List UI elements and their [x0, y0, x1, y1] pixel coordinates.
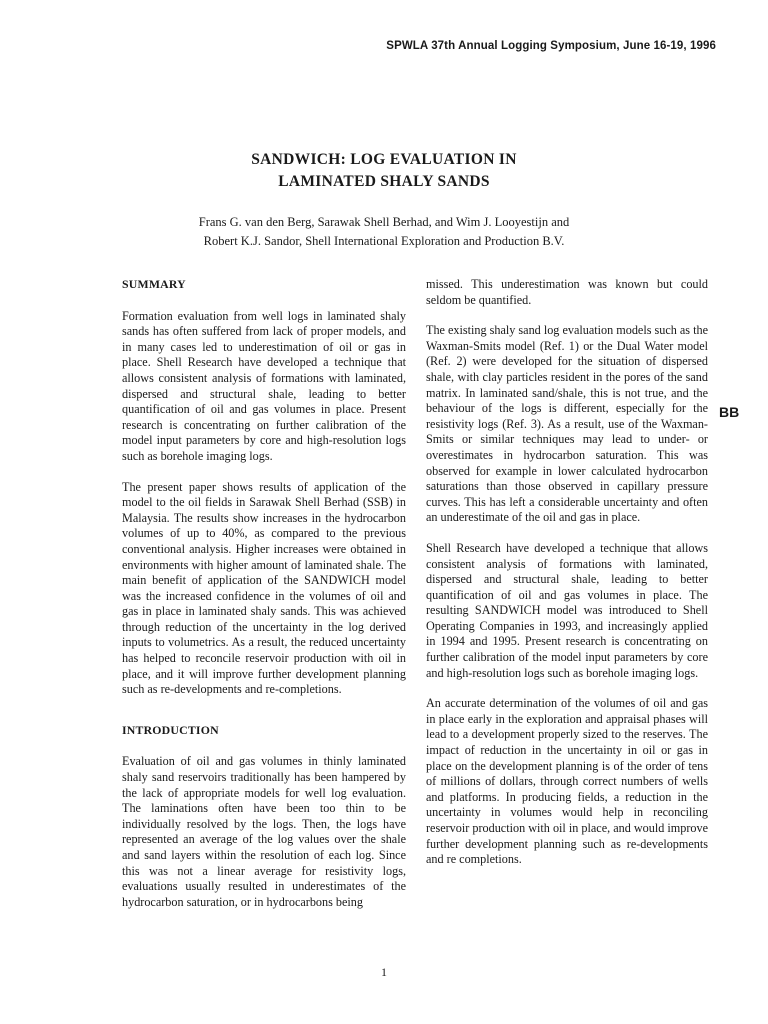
page-number: 1	[381, 965, 387, 979]
summary-paragraph-2: The present paper shows results of application of the model to the oil fields in Sarawak Shell Berhad (SSB) in Malaysia. The results show increases in the hydrocarbon volumes of up to 40%, as compared to the previous conventional analysis. Higher increases were obtained in environments with higher amount of laminated shale. The main benefit of application of the SANDWICH model was the increased confidence in the volumes of oil and gas in place in laminated shaly sands. This was achieved through reduction of the uncertainty in the log derived inputs to volumetrics. As a result, the reduced uncertainty has helped to reconcile reservoir production with oil in place, and it will improve further development planning such as re-developments and re-completions.	[122, 479, 406, 697]
authors-line-2: Robert K.J. Sandor, Shell International Exploration and Production B.V.	[203, 234, 565, 248]
authors-line-1: Frans G. van den Berg, Sarawak Shell Berhad, and Wim J. Looyestijn and	[198, 215, 570, 229]
left-column	[122, 277, 406, 925]
author-block	[0, 213, 768, 251]
title-line-1: SANDWICH: LOG EVALUATION IN	[251, 151, 517, 168]
introduction-heading: INTRODUCTION	[122, 722, 219, 737]
right-column	[426, 277, 708, 883]
right-paragraph-2: The existing shaly sand log evaluation models such as the Waxman-Smits model (Ref. 1) or the Dual Water model (Ref. 2) were developed for the situation of dispersed shale, with clay particles resident in the pores of the sand matrix. In laminated sand/shale, this is not true, and the behaviour of the logs is different, especially for the resistivity logs (Ref. 3). As a result, use of the Waxman-Smits or similar techniques may lead to under- or overestimates in hydrocarbon saturation. This was observed for example in lower calculated hydrocarbon saturations than those observed in capillary pressure curves. This has left a considerable uncertainty and often an underestimate of the oil and gas in place.	[426, 323, 708, 525]
summary-heading: SUMMARY	[122, 277, 186, 291]
right-paragraph-3: Shell Research have developed a technique that allows consistent analysis of formations with laminated, dispersed and structural shale, leading to better quantification of oil and gas volumes in place. The resulting SANDWICH model was introduced to Shell Operating Companies in 1993, and increasingly applied in 1994 and 1995. Present research is concentrating on further calibration of the model input parameters by core and high-resolution logs such as borehole imaging logs.	[426, 540, 708, 680]
title-line-2: LAMINATED SHALY SANDS	[278, 173, 490, 190]
running-head: SPWLA 37th Annual Logging Symposium, June 16-19, 1996	[386, 40, 716, 52]
right-paragraph-4: An accurate determination of the volumes of oil and gas in place early in the exploration and appraisal phases will lead to a development properly sized to the reserves. The impact of reduction in the uncertainty in oil or gas in place on the development planning is of the order of tens of millions of dollars, through correct numbers of wells and platforms. In producing fields, a reduction in the uncertainty in volumes would help in reconciling reservoir production with oil in place, and would improve further development planning such as re-developments and re completions.	[426, 696, 708, 867]
margin-marker: BB	[719, 404, 740, 420]
right-paragraph-1: missed. This underestimation was known but could seldom be quantified.	[426, 277, 708, 307]
paper-title	[0, 149, 768, 193]
summary-paragraph-1: Formation evaluation from well logs in laminated shaly sands has often suffered from lack of proper models, and in many cases led to underestimation of oil or gas in place. Shell Research have developed a technique that allows consistent analysis of formations with laminated, dispersed and structural shale, leading to better quantification of oil and gas volumes in place. Present research is concentrating on further calibration of the model input parameters by core and high-resolution logs such as borehole imaging logs.	[122, 308, 406, 463]
introduction-paragraph-1: Evaluation of oil and gas volumes in thinly laminated shaly sand reservoirs traditionally has been hampered by the lack of appropriate models for well log evaluation. The laminations often have been too thin to be individually resolved by the logs. Then, the logs have represented an average of the log values over the shale and sand layers within the resolution of each log. Since this was not a linear average for resistivity logs, evaluations usually resulted in underestimates of the hydrocarbon saturation, or in hydrocarbons being	[122, 754, 406, 909]
